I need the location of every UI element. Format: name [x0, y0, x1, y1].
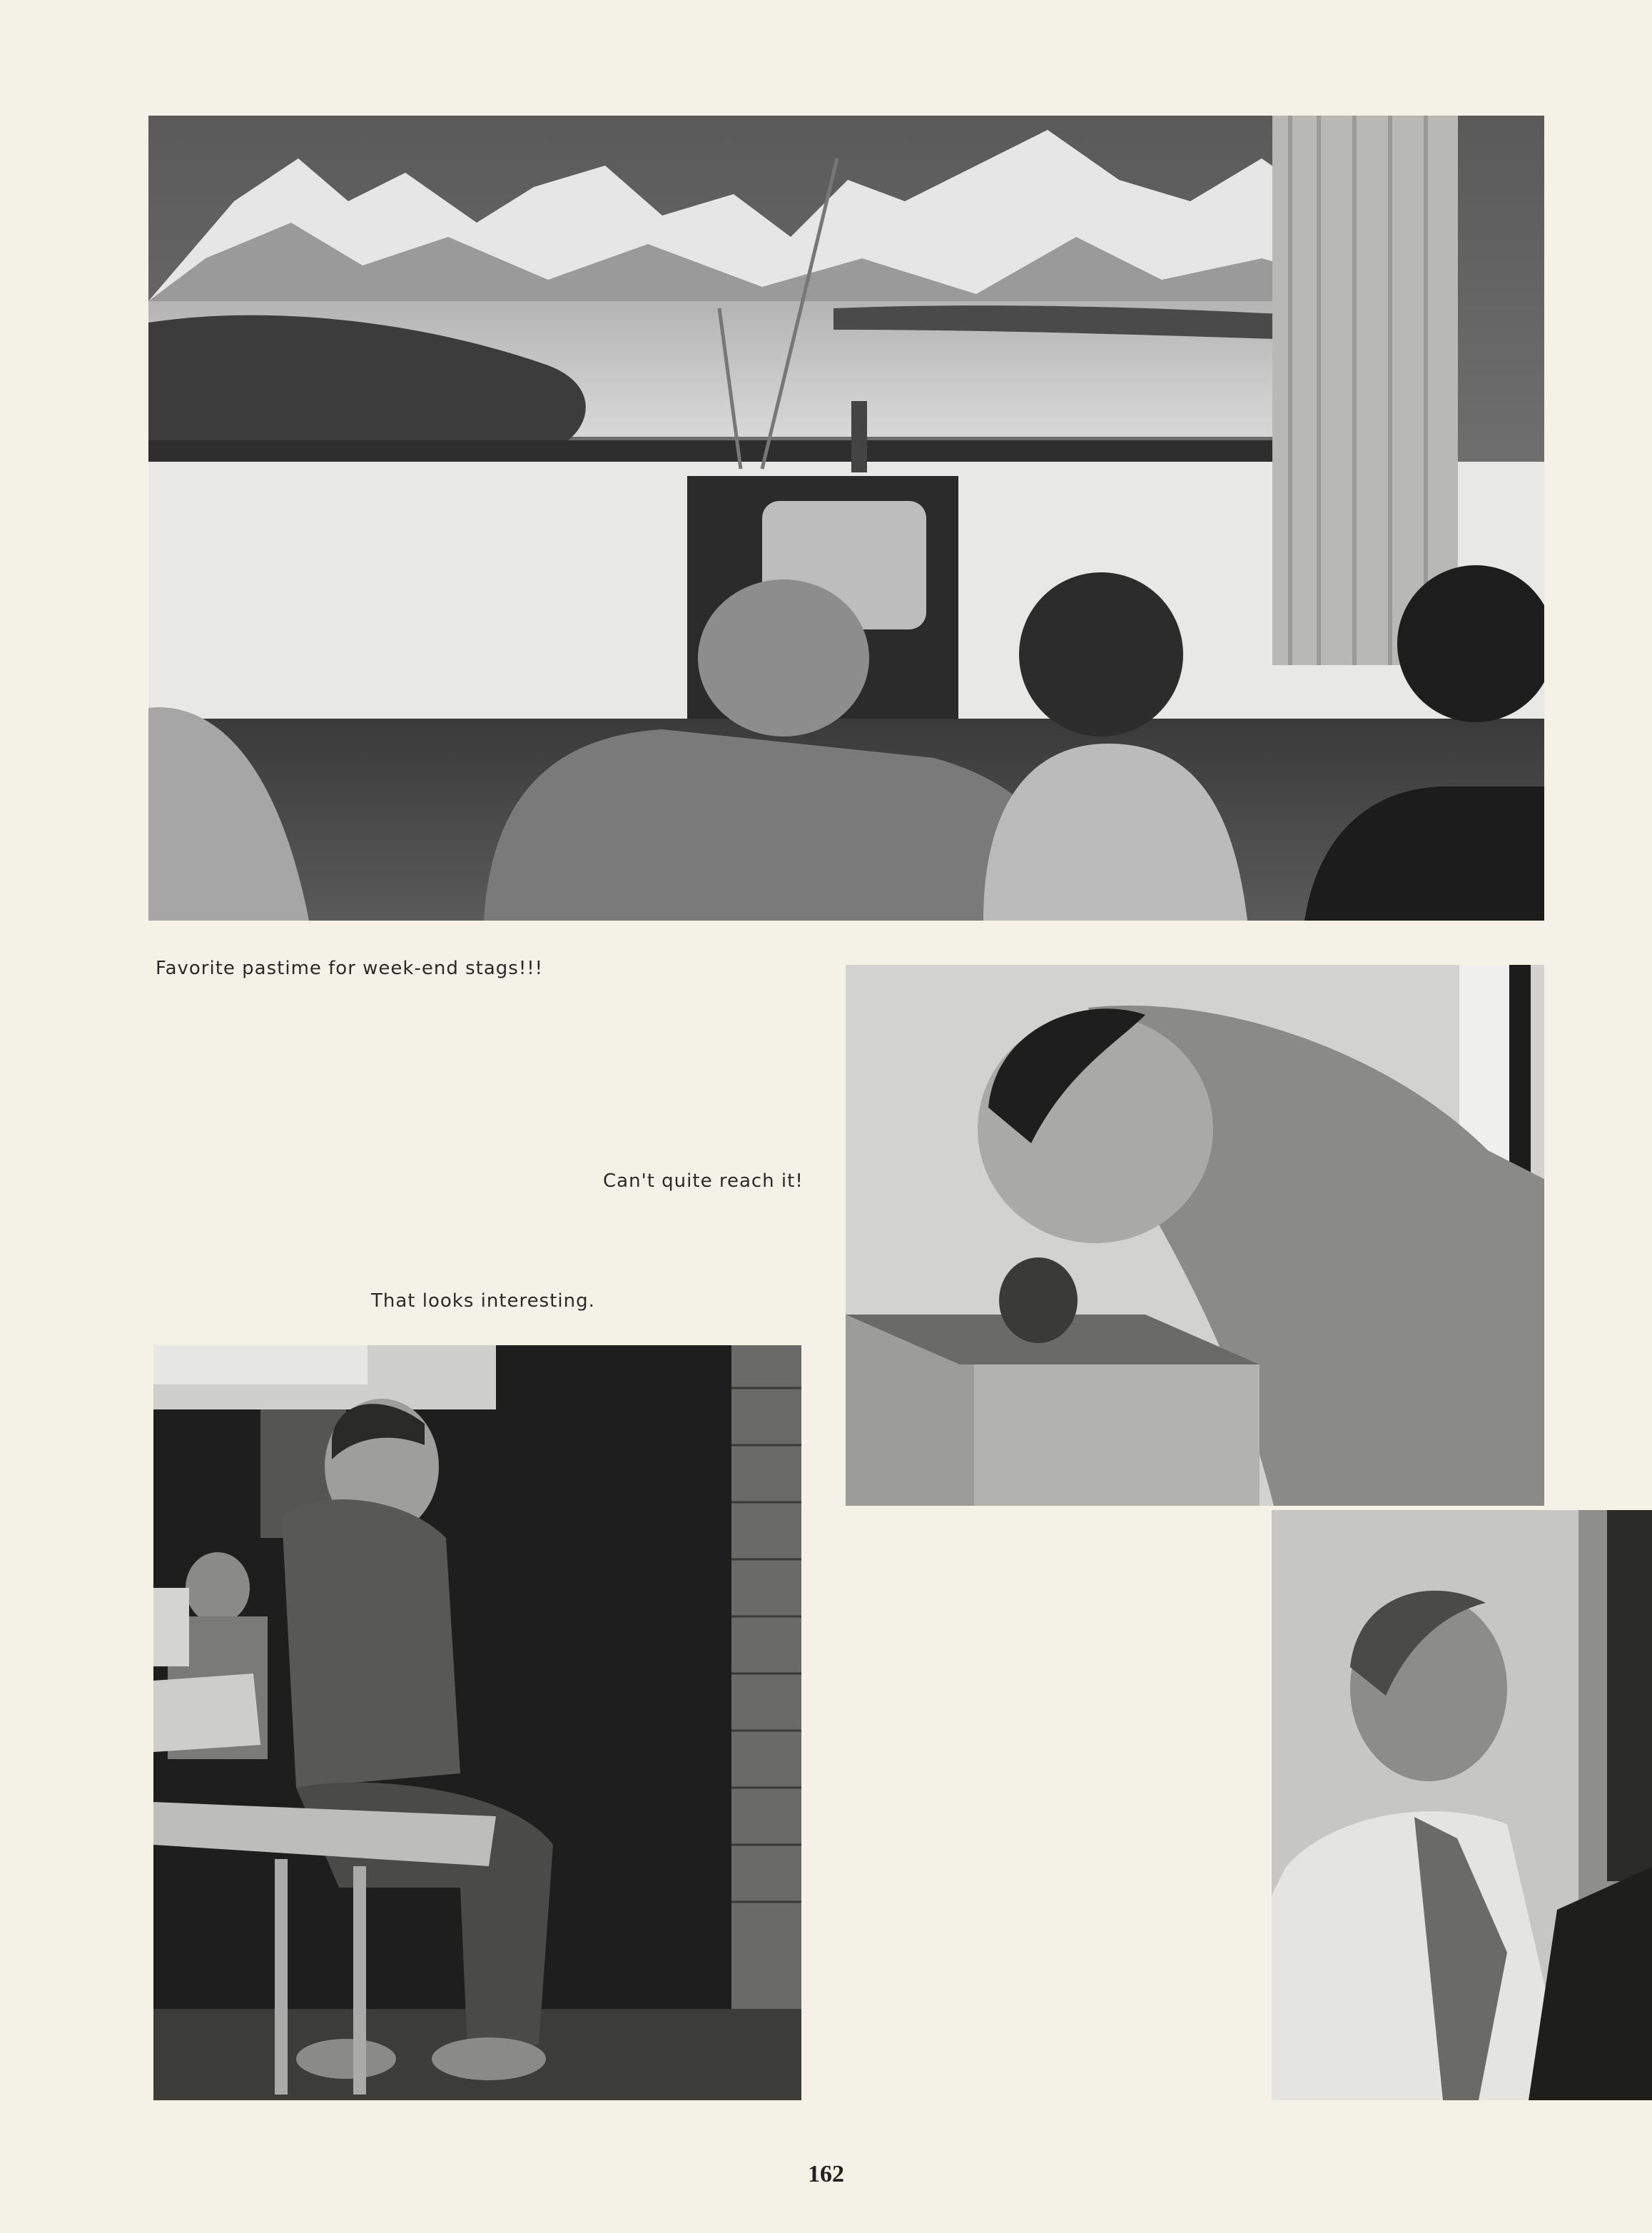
photo-tv-room	[148, 116, 1544, 921]
photo-drinking-fountain	[846, 965, 1544, 1506]
seated-man-image	[153, 1345, 801, 2100]
drinking-fountain-image	[846, 965, 1544, 1506]
photo-seated-man	[153, 1345, 801, 2100]
smiling-man-image	[1272, 1510, 1652, 2100]
caption-drinking-fountain: Can't quite reach it!	[603, 1170, 804, 1192]
tv-room-image	[148, 116, 1544, 921]
page-number: 162	[808, 2161, 844, 2187]
caption-seated-man: That looks interesting.	[371, 1290, 595, 1312]
photo-smiling-man	[1272, 1510, 1652, 2100]
caption-tv-room: Favorite pastime for week-end stags!!!	[156, 958, 544, 979]
